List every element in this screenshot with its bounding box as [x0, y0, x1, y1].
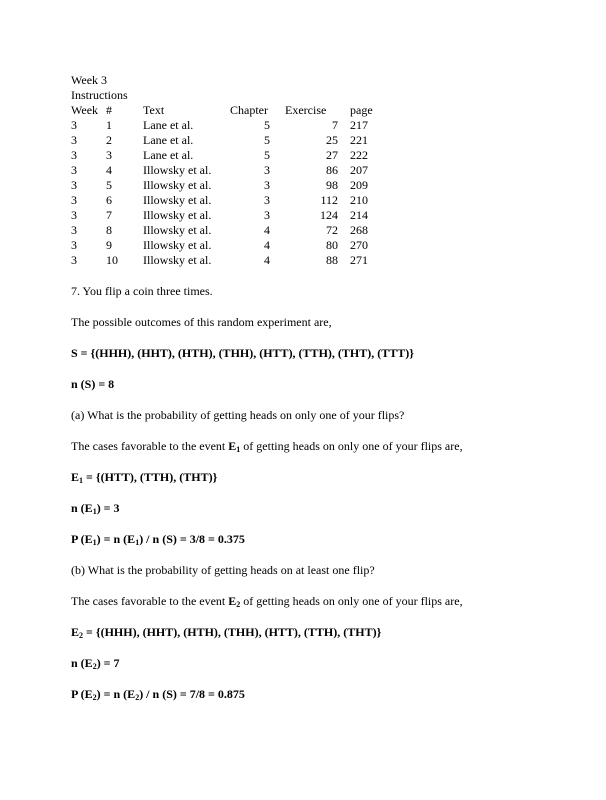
- table-row: [71, 253, 390, 268]
- cell-week: 3: [71, 133, 77, 147]
- week-heading: Week 3: [71, 73, 108, 87]
- cell-page: 221: [350, 133, 368, 147]
- cell-chapter: 5: [264, 118, 270, 132]
- cell-chapter: 4: [264, 253, 270, 267]
- col-header-exercise: Exercise: [285, 103, 327, 117]
- table-row: [71, 133, 390, 148]
- cell-week: 3: [71, 148, 77, 162]
- cell-chapter: 3: [264, 208, 270, 222]
- cell-text: Illowsky et al.: [143, 223, 212, 237]
- cell-number: 1: [106, 118, 112, 132]
- cell-text: Illowsky et al.: [143, 238, 212, 252]
- cell-exercise: 124: [320, 208, 338, 222]
- cell-chapter: 5: [264, 148, 270, 162]
- cell-exercise: 25: [326, 133, 338, 147]
- cell-exercise: 112: [320, 193, 338, 207]
- table-row: [71, 238, 390, 253]
- cell-exercise: 98: [326, 178, 338, 192]
- table-row: [71, 118, 390, 133]
- table-header-row: [71, 103, 390, 118]
- cell-page: 222: [350, 148, 368, 162]
- cell-week: 3: [71, 118, 77, 132]
- cell-week: 3: [71, 238, 77, 252]
- cell-page: 214: [350, 208, 368, 222]
- cell-week: 3: [71, 208, 77, 222]
- p-e2-formula: P $(E_2) = n$ $(E_2)$ / n (S) = 7/8 = 0.875: [71, 687, 245, 702]
- cell-chapter: 4: [264, 223, 270, 237]
- cell-week: 3: [71, 193, 77, 207]
- cell-number: 7: [106, 208, 112, 222]
- table-row: [71, 223, 390, 238]
- part-b-question: (b) What is the probability of getting heads on at least one flip?: [71, 563, 375, 577]
- col-header-text: Text: [143, 103, 165, 117]
- cell-week: 3: [71, 163, 77, 177]
- cell-chapter: 3: [264, 193, 270, 207]
- col-header-number: #: [106, 103, 112, 117]
- cell-number: 9: [106, 238, 112, 252]
- cell-number: 6: [106, 193, 112, 207]
- table-row: [71, 178, 390, 193]
- cell-exercise: 86: [326, 163, 338, 177]
- cell-number: 3: [106, 148, 112, 162]
- cell-page: 209: [350, 178, 368, 192]
- e1-set: $E_1 = \{(HTT)$, (TTH), (THT)}: [71, 470, 218, 485]
- col-header-chapter: Chapter: [230, 103, 268, 117]
- cell-text: Illowsky et al.: [143, 208, 212, 222]
- table-row: [71, 208, 390, 223]
- problem-statement: 7. You flip a coin three times.: [71, 284, 213, 298]
- cell-number: 8: [106, 223, 112, 237]
- cell-text: Lane et al.: [143, 148, 194, 162]
- e2-set: $E_2 = \{(HHH)$, (HHT), (HTH), (THH), (HTT), (TTH), (THT)}: [71, 625, 382, 640]
- table-body: [71, 118, 390, 268]
- outcomes-intro: The possible outcomes of this random experiment are,: [71, 315, 332, 329]
- sample-space: S = {(HHH), (HHT), (HTH), (THH), (HTT), (TTH), (THT), (TTT)}: [71, 346, 414, 360]
- cell-chapter: 3: [264, 178, 270, 192]
- cell-week: 3: [71, 223, 77, 237]
- cell-text: Illowsky et al.: [143, 178, 212, 192]
- cell-number: 10: [106, 253, 118, 267]
- cell-exercise: 72: [326, 223, 338, 237]
- col-header-page: page: [350, 103, 373, 117]
- cell-chapter: 5: [264, 133, 270, 147]
- cell-page: 270: [350, 238, 368, 252]
- cell-exercise: 80: [326, 238, 338, 252]
- cell-text: Lane et al.: [143, 118, 194, 132]
- cell-page: 207: [350, 163, 368, 177]
- cell-text: Illowsky et al.: [143, 163, 212, 177]
- cell-text: Lane et al.: [143, 133, 194, 147]
- cell-exercise: 88: [326, 253, 338, 267]
- p-e1-formula: P $(E_1) = n$ $(E_1)$ / n (S) = 3/8 = 0.375: [71, 532, 245, 547]
- cell-page: 217: [350, 118, 368, 132]
- cell-number: 2: [106, 133, 112, 147]
- cell-chapter: 3: [264, 163, 270, 177]
- cell-text: Illowsky et al.: [143, 193, 212, 207]
- cell-exercise: 27: [326, 148, 338, 162]
- table-row: [71, 193, 390, 208]
- n-s-value: n (S) = 8: [71, 377, 115, 391]
- n-e2-value: n $(E_2) = 7$: [71, 656, 120, 671]
- cell-chapter: 4: [264, 238, 270, 252]
- cell-week: 3: [71, 253, 77, 267]
- cell-page: 271: [350, 253, 368, 267]
- instructions-heading: Instructions: [71, 88, 128, 102]
- part-a-intro: The cases favorable to the event $E_1$ of getting heads on only one of your flips are,: [71, 439, 463, 454]
- table-row: [71, 148, 390, 163]
- cell-text: Illowsky et al.: [143, 253, 212, 267]
- cell-week: 3: [71, 178, 77, 192]
- col-header-week: Week: [71, 103, 99, 117]
- cell-number: 5: [106, 178, 112, 192]
- cell-exercise: 7: [332, 118, 338, 132]
- n-e1-value: n $(E_1) = 3$: [71, 501, 120, 516]
- cell-number: 4: [106, 163, 112, 177]
- cell-page: 210: [350, 193, 368, 207]
- part-a-question: (a) What is the probability of getting heads on only one of your flips?: [71, 408, 405, 422]
- exercise-table: [71, 103, 390, 268]
- cell-page: 268: [350, 223, 368, 237]
- table-row: [71, 163, 390, 178]
- document-page: [71, 73, 551, 702]
- part-b-intro: The cases favorable to the event $E_2$ of getting heads on only one of your flips are,: [71, 594, 463, 609]
